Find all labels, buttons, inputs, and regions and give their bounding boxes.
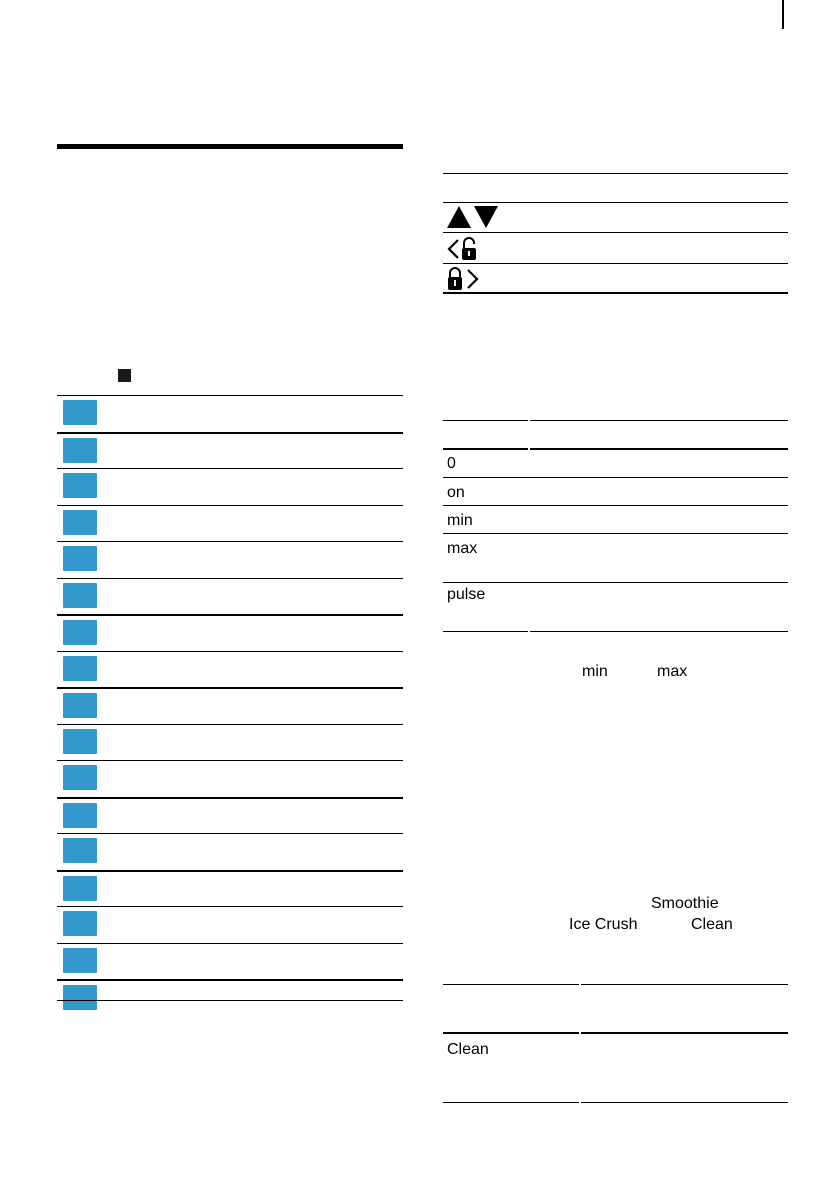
position-badge bbox=[63, 948, 97, 973]
table-rule bbox=[443, 263, 788, 264]
program-smoothie: Smoothie bbox=[651, 895, 719, 912]
speed-setting-on: on bbox=[447, 484, 465, 501]
note-max: max bbox=[657, 663, 688, 680]
table-column-gap bbox=[579, 983, 581, 986]
table-rule bbox=[443, 1032, 788, 1034]
table-column-gap bbox=[528, 630, 530, 633]
list-item bbox=[57, 943, 403, 980]
list-item bbox=[57, 541, 403, 578]
table-rule bbox=[443, 984, 788, 985]
list-item bbox=[57, 760, 403, 797]
table-rule bbox=[443, 173, 788, 174]
position-badge bbox=[63, 583, 97, 608]
position-badge bbox=[63, 911, 97, 936]
table-column-gap bbox=[579, 1031, 581, 1035]
crop-mark bbox=[782, 0, 784, 29]
list-item bbox=[57, 468, 403, 505]
table-rule bbox=[443, 631, 788, 632]
parts-list bbox=[57, 395, 403, 1016]
list-item bbox=[57, 797, 403, 834]
list-item bbox=[57, 870, 403, 907]
speed-setting-min: min bbox=[447, 512, 473, 529]
list-item bbox=[57, 432, 403, 469]
position-badge bbox=[63, 985, 97, 1010]
up-down-triangles-icon bbox=[446, 205, 502, 229]
position-badge bbox=[63, 876, 97, 901]
table-rule bbox=[443, 232, 788, 233]
table-column-gap bbox=[579, 1101, 581, 1104]
stop-square-icon bbox=[118, 369, 131, 382]
position-badge bbox=[63, 838, 97, 863]
position-badge bbox=[63, 620, 97, 645]
table-rule bbox=[443, 420, 788, 421]
position-badge bbox=[63, 546, 97, 571]
position-badge bbox=[63, 765, 97, 790]
list-item bbox=[57, 979, 403, 1016]
table-rule bbox=[443, 1102, 788, 1103]
unlock-back-icon bbox=[446, 236, 480, 262]
position-badge bbox=[63, 693, 97, 718]
table-column-gap bbox=[528, 447, 530, 451]
lock-forward-icon bbox=[446, 266, 482, 292]
position-badge bbox=[63, 510, 97, 535]
table-rule bbox=[443, 448, 788, 450]
table-rule bbox=[443, 292, 788, 294]
list-item bbox=[57, 687, 403, 724]
section-heading-rule bbox=[57, 144, 403, 149]
position-badge bbox=[63, 438, 97, 463]
table-rule bbox=[443, 505, 788, 506]
table-rule bbox=[443, 582, 788, 583]
table-rule bbox=[443, 533, 788, 534]
table-rule bbox=[443, 477, 788, 478]
speed-setting-0: 0 bbox=[447, 455, 456, 472]
list-item bbox=[57, 906, 403, 943]
list-item bbox=[57, 505, 403, 542]
list-item bbox=[57, 724, 403, 761]
list-bottom-rule bbox=[57, 1000, 403, 1001]
list-item bbox=[57, 395, 403, 432]
list-item bbox=[57, 651, 403, 688]
list-item bbox=[57, 833, 403, 870]
position-badge bbox=[63, 656, 97, 681]
position-badge bbox=[63, 400, 97, 425]
program-name-clean: Clean bbox=[447, 1041, 489, 1058]
table-column-gap bbox=[528, 418, 530, 422]
position-badge bbox=[63, 473, 97, 498]
position-badge bbox=[63, 729, 97, 754]
list-item bbox=[57, 614, 403, 651]
program-ice-crush: Ice Crush bbox=[569, 916, 638, 933]
program-clean: Clean bbox=[691, 916, 733, 933]
speed-setting-max: max bbox=[447, 540, 478, 557]
list-item bbox=[57, 578, 403, 615]
speed-setting-pulse: pulse bbox=[447, 586, 486, 603]
position-badge bbox=[63, 803, 97, 828]
note-min: min bbox=[582, 663, 608, 680]
table-rule bbox=[443, 202, 788, 203]
